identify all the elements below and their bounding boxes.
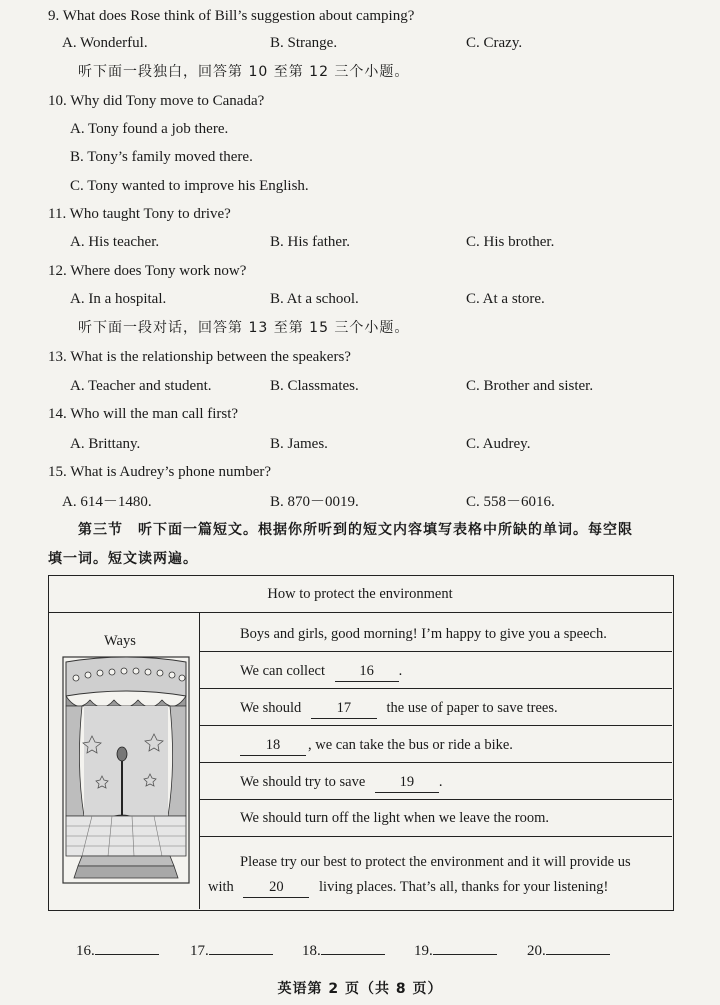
question-11: 11. Who taught Tony to drive? xyxy=(48,206,231,222)
q14-option-c: C. Audrey. xyxy=(466,436,531,452)
answer-line-20[interactable] xyxy=(546,940,610,955)
table-row-7-line1: Please try our best to protect the environment and it will provide us xyxy=(240,854,631,870)
table-title: How to protect the environment xyxy=(267,586,453,602)
row3-text: We should xyxy=(240,700,302,716)
q14-option-b: B. James. xyxy=(270,436,328,452)
q15-option-b: B. 870－0019. xyxy=(270,494,359,510)
q11-option-a: A. His teacher. xyxy=(70,234,160,250)
blank-18: 18 xyxy=(240,735,306,756)
q15-option-a: A. 614－1480. xyxy=(62,494,152,510)
answer-label-19: 19. xyxy=(414,943,433,959)
row7-with: with xyxy=(208,879,234,895)
stage-microphone-illustration xyxy=(62,656,190,884)
table-row-6: We should turn off the light when we leave the room. xyxy=(240,810,550,826)
row2-text: We can collect xyxy=(240,663,325,679)
blank-19: 19 xyxy=(375,772,439,793)
question-10: 10. Why did Tony move to Canada? xyxy=(48,93,265,109)
answer-label-16: 16. xyxy=(76,943,95,959)
q9-option-b: B. Strange. xyxy=(270,35,338,51)
question-13: 13. What is the relationship between the speakers? xyxy=(48,349,351,365)
answer-label-20: 20. xyxy=(527,943,546,959)
answer-label-17: 17. xyxy=(190,943,209,959)
row5-text: We should try to save xyxy=(240,774,366,790)
answer-line-18[interactable] xyxy=(321,940,385,955)
blank-20: 20 xyxy=(243,877,309,898)
answer-20 xyxy=(527,940,610,960)
question-15: 15. What is Audrey’s phone number? xyxy=(48,464,272,480)
instruction-monologue: 听下面一段独白，回答第 10 至第 12 三个小题。 xyxy=(78,64,410,80)
answer-label-18: 18. xyxy=(302,943,321,959)
q12-option-a: A. In a hospital. xyxy=(70,291,167,307)
answer-19 xyxy=(414,940,497,960)
q10-option-c: C. Tony wanted to improve his English. xyxy=(70,178,309,194)
table-row-1: Boys and girls, good morning! I’m happy to give you a speech. xyxy=(240,626,607,642)
instruction-dialogue: 听下面一段对话，回答第 13 至第 15 三个小题。 xyxy=(78,320,410,336)
row3-end: the use of paper to save trees. xyxy=(386,700,558,716)
row7-text: living places. That’s all, thanks for your listening! xyxy=(319,879,609,895)
question-14: 14. Who will the man call first? xyxy=(48,406,239,422)
answer-line-17[interactable] xyxy=(209,940,273,955)
q14-option-a: A. Brittany. xyxy=(70,436,141,452)
question-12: 12. Where does Tony work now? xyxy=(48,263,247,279)
section-3-instruction-line1: 第三节 听下面一篇短文。根据你所听到的短文内容填写表格中所缺的单词。每空限 xyxy=(78,522,633,538)
answer-line-19[interactable] xyxy=(433,940,497,955)
ways-label: Ways xyxy=(104,633,136,649)
row4-text: , we can take the bus or ride a bike. xyxy=(308,737,513,753)
row5-end: . xyxy=(438,774,443,790)
answer-line-16[interactable] xyxy=(95,940,159,955)
q15-option-c: C. 558－6016. xyxy=(466,494,555,510)
answer-18 xyxy=(302,940,385,960)
question-9: 9. What does Rose think of Bill’s suggestion about camping? xyxy=(48,8,415,24)
answer-16 xyxy=(76,940,159,960)
table-row-3 xyxy=(240,698,558,719)
q13-option-c: C. Brother and sister. xyxy=(466,378,594,394)
q10-option-b: B. Tony’s family moved there. xyxy=(70,149,253,165)
table-row-7-line2 xyxy=(208,877,608,898)
section-3-instruction-line2: 填一词。短文读两遍。 xyxy=(48,551,198,567)
q11-option-b: B. His father. xyxy=(270,234,350,250)
q12-option-c: C. At a store. xyxy=(466,291,545,307)
q10-option-a: A. Tony found a job there. xyxy=(70,121,229,137)
q9-option-a: A. Wonderful. xyxy=(62,35,148,51)
table-row-2 xyxy=(240,661,402,682)
blank-16: 16 xyxy=(335,661,399,682)
q13-option-a: A. Teacher and student. xyxy=(70,378,212,394)
answer-17 xyxy=(190,940,273,960)
q13-option-b: B. Classmates. xyxy=(270,378,359,394)
q12-option-b: B. At a school. xyxy=(270,291,359,307)
page-footer: 英语第 2 页（共 8 页） xyxy=(277,981,443,997)
table-row-4 xyxy=(240,735,513,756)
q11-option-c: C. His brother. xyxy=(466,234,555,250)
table-row-5 xyxy=(240,772,443,793)
blank-17: 17 xyxy=(311,698,377,719)
row2-end: . xyxy=(398,663,403,679)
q9-option-c: C. Crazy. xyxy=(466,35,523,51)
